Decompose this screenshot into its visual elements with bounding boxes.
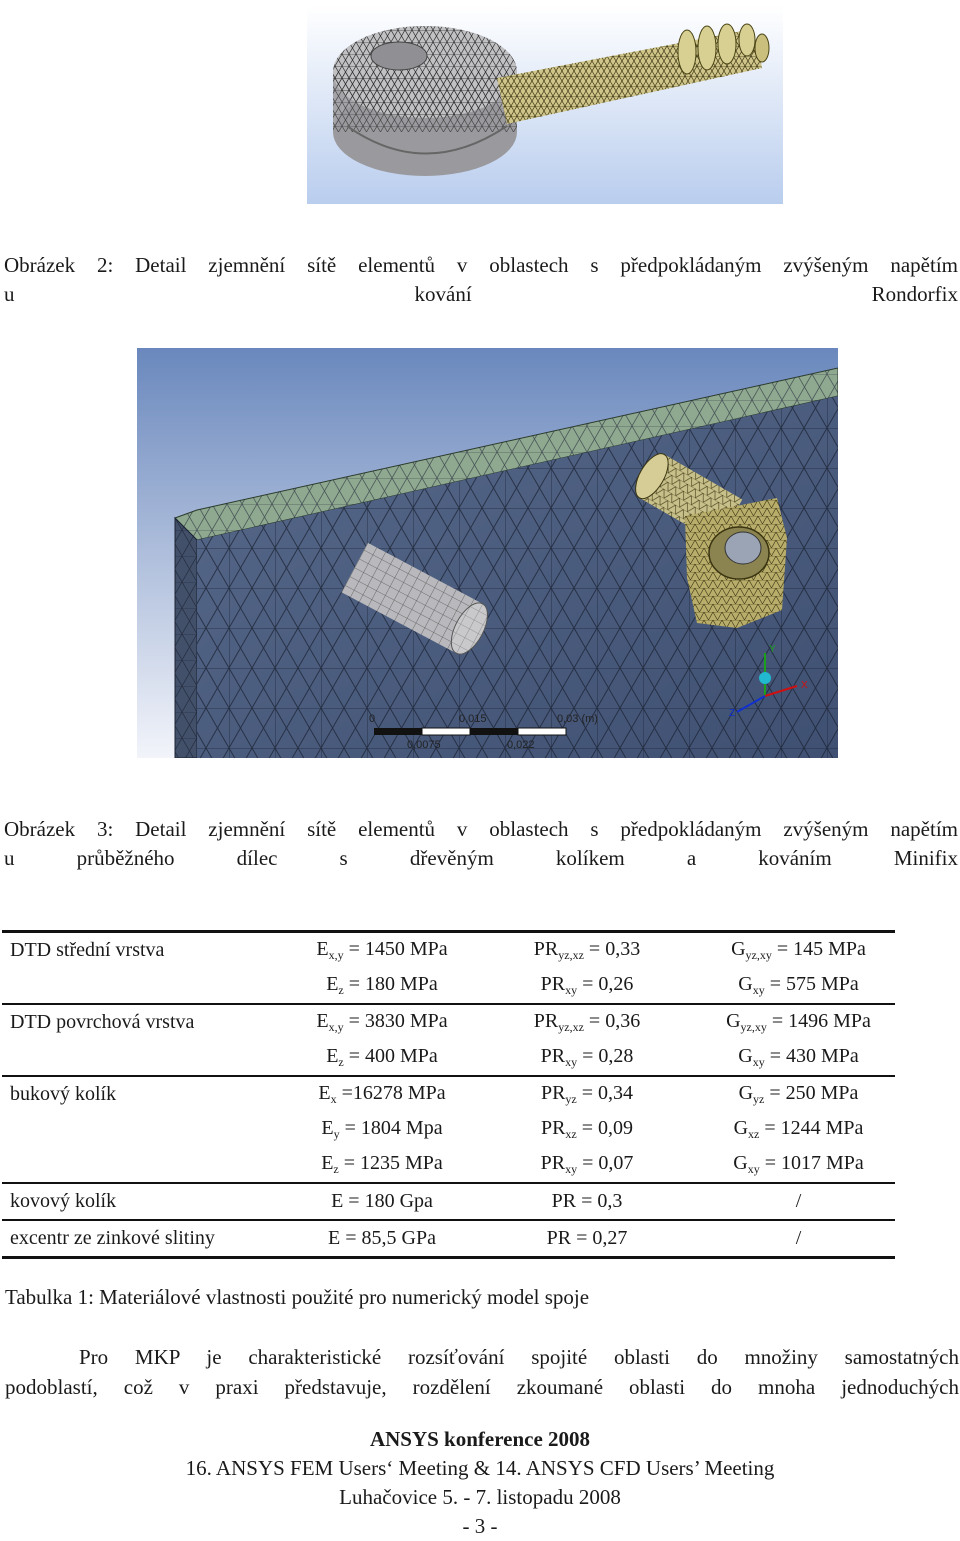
- material-table-wrapper: [2, 930, 895, 1259]
- symbol: E: [326, 973, 339, 995]
- table-row: [2, 1076, 895, 1112]
- meeting-line: 16. ANSYS FEM Users‘ Meeting & 14. ANSYS CFD Users’ Meeting: [185, 1456, 775, 1480]
- conference-title: ANSYS konference 2008: [369, 1427, 591, 1451]
- caption-line: u kování Rondorfix: [4, 282, 958, 306]
- symbol: G: [738, 1045, 753, 1067]
- material-name-cell: [2, 1147, 292, 1183]
- caption-line: Obrázek 3: Detail zjemnění sítě elementů v oblastech s předpokládaným zvýšeným napětím: [4, 817, 958, 841]
- poisson-ratio-cell: [472, 1076, 702, 1112]
- modulus-cell: [292, 1040, 472, 1076]
- table-row: [2, 1004, 895, 1040]
- scale-label: 0,015: [459, 713, 487, 725]
- paragraph-line: podoblastí, což v praxi představuje, rozdělení zkoumané oblasti do mnoha jednoduchých: [5, 1375, 959, 1399]
- caption-line: u průběžného dílec s dřevěným kolíkem a kováním Minifix: [4, 846, 958, 870]
- value: = 0,34: [576, 1082, 634, 1104]
- axis-label: Z: [729, 708, 736, 719]
- modulus-cell: [292, 968, 472, 1004]
- material-name-cell: [2, 1112, 292, 1147]
- value: = 1496 MPa: [766, 1010, 871, 1032]
- subscript: yz,xy: [745, 948, 772, 962]
- subscript: x,y: [328, 948, 344, 962]
- subscript: z: [338, 983, 344, 997]
- symbol: G: [731, 938, 746, 960]
- subscript: xz: [565, 1127, 577, 1141]
- shear-modulus-cell: [702, 1220, 895, 1258]
- material-name-cell: [2, 968, 292, 1004]
- table-row: [2, 968, 895, 1004]
- material-name-cell: kovový kolík: [2, 1183, 292, 1220]
- modulus-cell: [292, 1004, 472, 1040]
- scale-label: 0,022: [507, 739, 535, 751]
- symbol: G: [738, 1082, 754, 1104]
- value: = 0,28: [577, 1045, 634, 1067]
- symbol: E: [321, 1152, 334, 1174]
- value: =16278 MPa: [336, 1082, 446, 1104]
- symbol: PR = 0,27: [546, 1227, 628, 1249]
- subscript: yz,xy: [740, 1020, 767, 1034]
- minifix-mesh-image: [137, 348, 838, 758]
- material-name-cell: bukový kolík: [10, 1083, 117, 1105]
- table-row: [2, 1183, 895, 1220]
- material-name-cell: excentr ze zinkové slitiny: [2, 1220, 292, 1258]
- page-footer: [0, 1425, 960, 1541]
- table-caption: Tabulka 1: Materiálové vlastnosti použité pro numerický model spoje: [5, 1285, 590, 1309]
- symbol: G: [738, 973, 753, 995]
- value: = 1235 MPa: [338, 1152, 443, 1174]
- subscript: xy: [565, 983, 578, 997]
- subscript: xy: [565, 1162, 578, 1176]
- value: = 430 MPa: [764, 1045, 859, 1067]
- symbol: G: [726, 1010, 741, 1032]
- symbol: G: [733, 1152, 748, 1174]
- symbol: E = 85,5 GPa: [328, 1227, 436, 1249]
- modulus-cell: [292, 1147, 472, 1183]
- modulus-cell: [292, 1076, 472, 1112]
- rondorfix-mesh-image: [307, 6, 783, 204]
- scale-label: 0,03 (m): [557, 713, 598, 725]
- subscript: yz,xz: [558, 1020, 584, 1034]
- page-number: - 3 -: [462, 1514, 498, 1538]
- table-row: [2, 1220, 895, 1258]
- value: = 0,33: [583, 938, 641, 960]
- shear-modulus-cell: [702, 1004, 895, 1040]
- poisson-ratio-cell: [472, 968, 702, 1004]
- symbol: E: [316, 1010, 329, 1032]
- caption-line: Obrázek 2: Detail zjemnění sítě elementů v oblastech s předpokládaným zvýšeným napětím: [4, 253, 958, 277]
- subscript: xy: [747, 1162, 760, 1176]
- value: = 1450 MPa: [343, 938, 448, 960]
- scale-label: 0: [369, 713, 376, 725]
- subscript: xy: [752, 1055, 765, 1069]
- value: = 145 MPa: [771, 938, 866, 960]
- table-row: [2, 1040, 895, 1076]
- symbol: PR: [533, 1010, 559, 1032]
- value: = 0,36: [583, 1010, 641, 1032]
- shear-modulus-cell: [702, 1147, 895, 1183]
- table-row: [2, 932, 895, 969]
- figure-minifix-mesh: [137, 348, 838, 758]
- symbol: PR: [540, 1152, 566, 1174]
- value: = 0,09: [576, 1117, 634, 1139]
- subscript: z: [333, 1162, 339, 1176]
- symbol: E: [318, 1082, 331, 1104]
- value: = 1804 Mpa: [339, 1117, 443, 1139]
- modulus-cell: [292, 1220, 472, 1258]
- poisson-ratio-cell: [472, 1112, 702, 1147]
- poisson-ratio-cell: [472, 1040, 702, 1076]
- subscript: z: [338, 1055, 344, 1069]
- shear-modulus-cell: [702, 1183, 895, 1220]
- symbol: PR: [540, 1082, 566, 1104]
- table-row: [2, 1147, 895, 1183]
- symbol: G: [733, 1117, 749, 1139]
- subscript: xy: [565, 1055, 578, 1069]
- poisson-ratio-cell: [472, 1183, 702, 1220]
- figure-rondorfix-mesh: [307, 6, 783, 204]
- value: = 1017 MPa: [759, 1152, 864, 1174]
- value: = 0,26: [577, 973, 634, 995]
- subscript: x: [330, 1092, 337, 1106]
- shear-modulus-cell: [702, 1076, 895, 1112]
- material-name-cell: DTD povrchová vrstva: [10, 1011, 195, 1033]
- symbol: PR: [540, 1117, 566, 1139]
- figure-2-caption: [4, 251, 958, 309]
- body-paragraph: [5, 1342, 959, 1402]
- value: = 0,07: [577, 1152, 634, 1174]
- poisson-ratio-cell: [472, 932, 702, 969]
- shear-modulus-cell: [702, 968, 895, 1004]
- poisson-ratio-cell: [472, 1220, 702, 1258]
- table-row: [2, 1112, 895, 1147]
- subscript: yz: [753, 1092, 765, 1106]
- subscript: yz,xz: [558, 948, 584, 962]
- subscript: y: [333, 1127, 340, 1141]
- value: = 575 MPa: [764, 973, 859, 995]
- axis-label: Y: [769, 644, 776, 655]
- symbol: E: [321, 1117, 334, 1139]
- symbol: PR = 0,3: [551, 1190, 623, 1212]
- poisson-ratio-cell: [472, 1147, 702, 1183]
- subscript: yz: [565, 1092, 577, 1106]
- symbol: /: [795, 1190, 802, 1212]
- value: = 3830 MPa: [343, 1010, 448, 1032]
- figure-3-caption: [4, 815, 958, 873]
- value: = 250 MPa: [764, 1082, 859, 1104]
- symbol: PR: [540, 1045, 566, 1067]
- material-table: [2, 930, 895, 1259]
- symbol: E = 180 Gpa: [331, 1190, 433, 1212]
- axis-label: X: [801, 680, 808, 691]
- symbol: /: [795, 1227, 802, 1249]
- value: = 180 MPa: [343, 973, 438, 995]
- shear-modulus-cell: [702, 1040, 895, 1076]
- value: = 1244 MPa: [759, 1117, 864, 1139]
- modulus-cell: [292, 1112, 472, 1147]
- scale-label: 0,0075: [407, 739, 441, 751]
- subscript: xz: [748, 1127, 760, 1141]
- poisson-ratio-cell: [472, 1004, 702, 1040]
- subscript: xy: [752, 983, 765, 997]
- paragraph-line: Pro MKP je charakteristické rozsíťování spojité oblasti do množiny samostatných: [79, 1345, 959, 1369]
- location-date-line: Luhačovice 5. - 7. listopadu 2008: [339, 1485, 621, 1509]
- material-name-cell: DTD střední vrstva: [2, 932, 292, 969]
- symbol: PR: [533, 938, 559, 960]
- material-name-cell: [2, 1040, 292, 1076]
- modulus-cell: [292, 1183, 472, 1220]
- value: = 400 MPa: [343, 1045, 438, 1067]
- shear-modulus-cell: [702, 1112, 895, 1147]
- modulus-cell: [292, 932, 472, 969]
- subscript: x,y: [328, 1020, 344, 1034]
- symbol: E: [316, 938, 329, 960]
- symbol: PR: [540, 973, 566, 995]
- shear-modulus-cell: [702, 932, 895, 969]
- symbol: E: [326, 1045, 339, 1067]
